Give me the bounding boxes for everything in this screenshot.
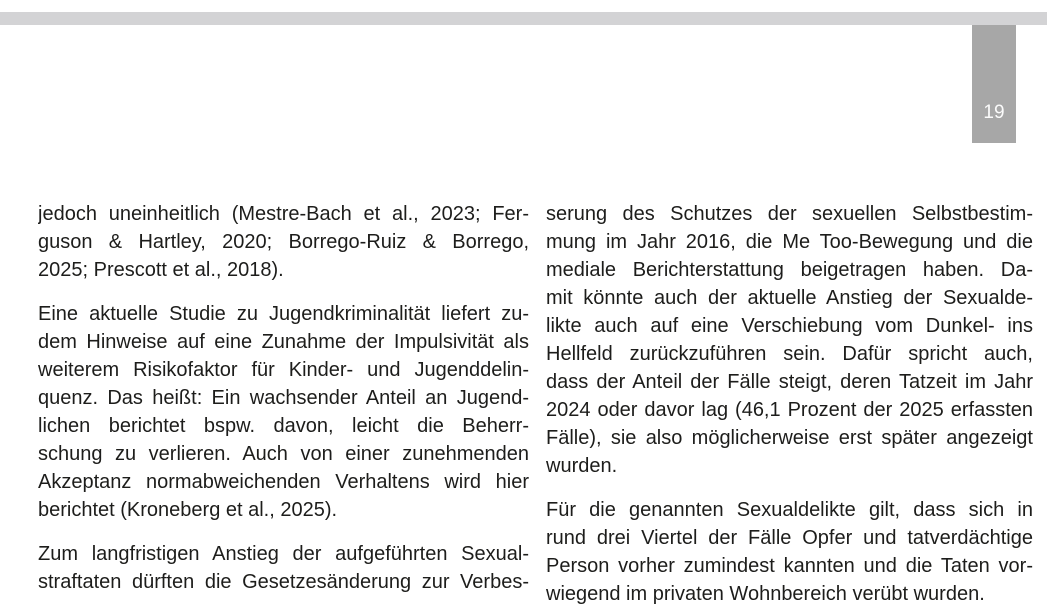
text-line: Für die genannten Sexualdelikte gilt, dass sich in <box>546 499 1033 521</box>
left-column <box>38 200 529 608</box>
text-line: weiterem Risikofaktor für Kinder- und Jugenddelin- <box>38 359 529 381</box>
text-line: Person vorher zumindest kannten und die Taten vor- <box>546 555 1033 577</box>
text-line: dem Hinweise auf eine Zunahme der Impulsivität als <box>38 331 529 353</box>
paragraph <box>546 200 1033 480</box>
text-line: dass der Anteil der Fälle steigt, deren Tatzeit im Jahr <box>546 371 1033 393</box>
header-rule <box>0 12 1047 25</box>
text-line: 2025; Prescott et al., 2018). <box>38 259 284 281</box>
text-line: Zum langfristigen Anstieg der aufgeführten Sexual- <box>38 543 529 565</box>
text-line: 2024 oder davor lag (46,1 Prozent der 2025 erfassten <box>546 399 1033 421</box>
text-line: Eine aktuelle Studie zu Jugendkriminalität liefert zu- <box>38 303 529 325</box>
text-line: lichen berichtet bspw. davon, leicht die Beherr- <box>38 415 529 437</box>
text-line: wurden. <box>546 455 618 477</box>
right-column <box>546 200 1033 608</box>
text-line: guson & Hartley, 2020; Borrego-Ruiz & Borrego, <box>38 231 529 253</box>
paragraph <box>38 540 529 596</box>
page-number-tab <box>972 25 1016 143</box>
text-line: rund drei Viertel der Fälle Opfer und tatverdächtige <box>546 527 1033 549</box>
text-line: berichtet (Kroneberg et al., 2025). <box>38 499 338 521</box>
paragraph <box>38 200 529 284</box>
text-line: likte auch auf eine Verschiebung vom Dunkel- ins <box>546 315 1033 337</box>
text-line: quenz. Das heißt: Ein wachsender Anteil an Jugend- <box>38 387 529 409</box>
paragraph <box>546 496 1033 608</box>
text-line: mit könnte auch der aktuelle Anstieg der Sexualde- <box>546 287 1033 309</box>
text-line: jedoch uneinheitlich (Mestre-Bach et al., 2023; Fer- <box>38 203 529 225</box>
text-line: Hellfeld zurückzuführen sein. Dafür spricht auch, <box>546 343 1033 365</box>
text-line: Akzeptanz normabweichenden Verhaltens wird hier <box>38 471 529 493</box>
text-line: mediale Berichterstattung beigetragen haben. Da- <box>546 259 1033 281</box>
text-line: straftaten dürften die Gesetzesänderung zur Verbes- <box>38 571 529 593</box>
text-line: serung des Schutzes der sexuellen Selbstbestim- <box>546 203 1033 225</box>
paragraph <box>38 300 529 524</box>
body-text <box>38 200 1033 608</box>
text-line: mung im Jahr 2016, die Me Too-Bewegung und die <box>546 231 1033 253</box>
page-number: 19 <box>983 102 1005 123</box>
text-line: Fälle), sie also möglicherweise erst später angezeigt <box>546 427 1033 449</box>
text-line: schung zu verlieren. Auch von einer zunehmenden <box>38 443 529 465</box>
text-line: wiegend im privaten Wohnbereich verübt wurden. <box>546 583 985 605</box>
